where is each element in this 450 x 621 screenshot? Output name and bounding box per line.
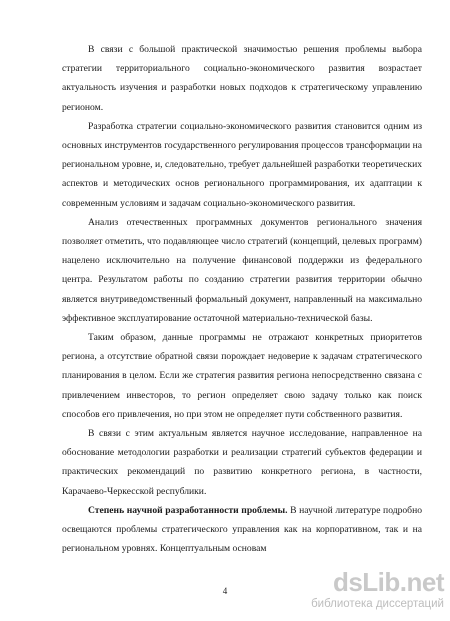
document-body — [62, 40, 422, 558]
paragraph-text: Анализ отечественных программных документов регионального значения позволяет отметить, что подавляющее число стратегий (концепций, целевых программ) нацелено исключительно на получение финансовой поддержки из федерального центра. Результатом работы по созданию стратегии развития территории обычно является внутриведомственный формальный документ, направленный на максимально эффективное эксплуатирование остаточной материально-технической базы. — [62, 216, 422, 324]
paragraph-text: Разработка стратегии социально-экономического развития становится одним из основных инструментов государственного регулирования процессов трансформации на региональном уровне, и, следовательно, требует дальнейшей разработки теоретических аспектов и методических основ регионального программирования, их адаптации к современным условиям и задачам социально-экономического развития. — [62, 120, 422, 209]
paragraph-text: Таким образом, данные программы не отражают конкретных приоритетов региона, а отсутствие обратной связи порождает недоверие к задачам стратегического планирования в целом. Если же стратегия развития региона непосредственно связана с привлечением инвесторов, то регион определяет свою задачу только как поиск способов его привлечения, но при этом не определяет пути собственного развития. — [62, 332, 422, 420]
watermark — [311, 567, 450, 618]
page-number: 4 — [222, 586, 228, 596]
paragraph-text: В связи с этим актуальным является научное исследование, направленное на обоснование методологии разработки и реализации стратегий субъектов федерации и практических рекомендаций по развитию конкретного региона, в частности, Карачаево-Черкесской республики. — [62, 428, 422, 497]
paragraph — [62, 117, 422, 213]
paragraph — [62, 213, 422, 328]
paragraph-text: В научной литературе подробно освещаются проблемы стратегического управления как на корпоративном, так и на региональном уровнях. Концептуальным основам — [62, 504, 422, 555]
paragraph-text: В связи с большой практической значимостью решения проблемы выбора стратегии территориального социально-экономического развития возрастает актуальность изучения и разработки новых подходов к стратегическому управлению регионом. — [62, 44, 422, 113]
paragraph — [62, 328, 422, 424]
bold-heading: Степень научной разработанности проблемы. — [88, 504, 288, 516]
watermark-subtitle: библиотека диссертаций — [311, 598, 444, 610]
paragraph — [62, 40, 422, 117]
watermark-logo: dsLib.net — [332, 567, 444, 597]
paragraph — [62, 424, 422, 501]
paragraph — [62, 501, 422, 559]
